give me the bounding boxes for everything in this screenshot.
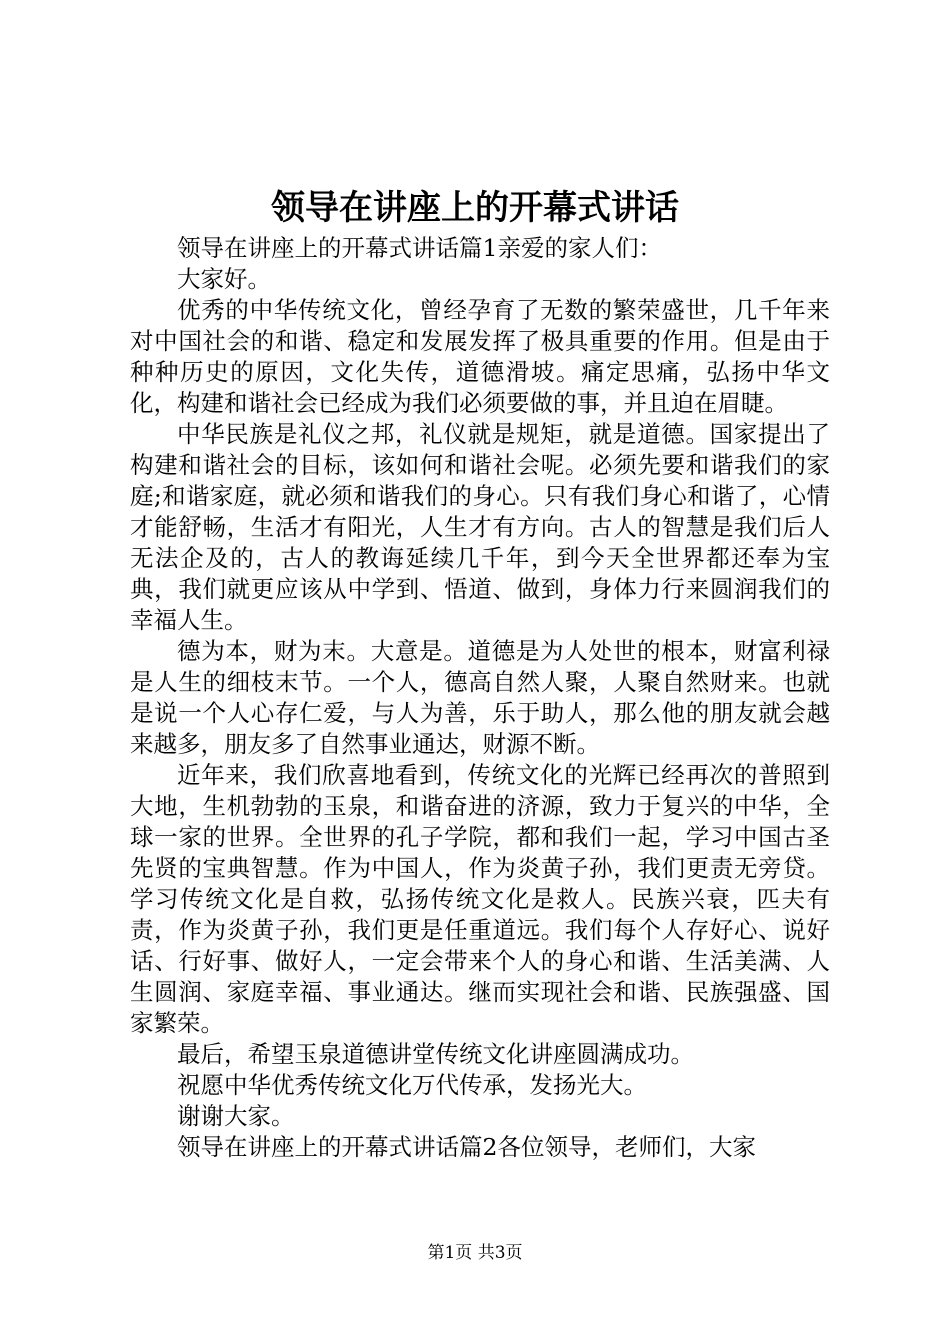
paragraph: 近年来，我们欣喜地看到，传统文化的光辉已经再次的普照到大地，生机勃勃的玉泉，和谐奋进的济源，致力于复兴的中华，全球一家的世界。全世界的孔子学院，都和我们一起，学习中国古圣先贤的宝典智慧。作为中国人，作为炎黄子孙，我们更责无旁贷。学习传统文化是自救，弘扬传统文化是救人。民族兴衰，匹夫有责，作为炎黄子孙，我们更是任重道远。我们每个人存好心、说好话、行好事、做好人，一定会带来个人的身心和谐、生活美满、人生圆润、家庭幸福、事业通达。继而实现社会和谐、民族强盛、国家繁荣。 bbox=[130, 761, 830, 1037]
paragraph: 优秀的中华传统文化，曾经孕育了无数的繁荣盛世，几千年来对中国社会的和谐、稳定和发展发挥了极具重要的作用。但是由于种种历史的原因，文化失传，道德滑坡。痛定思痛，弘扬中华文化，构建和谐社会已经成为我们必须要做的事，并且迫在眉睫。 bbox=[130, 296, 830, 417]
document-body bbox=[130, 233, 830, 1163]
paragraph: 中华民族是礼仪之邦，礼仪就是规矩，就是道德。国家提出了构建和谐社会的目标，该如何和谐社会呢。必须先要和谐我们的家庭;和谐家庭，就必须和谐我们的身心。只有我们身心和谐了，心情才能舒畅，生活才有阳光，人生才有方向。古人的智慧是我们后人无法企及的，古人的教诲延续几千年，到今天全世界都还奉为宝典，我们就更应该从中学到、悟道、做到，身体力行来圆润我们的幸福人生。 bbox=[130, 420, 830, 634]
paragraph: 大家好。 bbox=[177, 265, 271, 293]
paragraph: 领导在讲座上的开幕式讲话篇1亲爱的家人们： bbox=[177, 234, 662, 262]
paragraph: 领导在讲座上的开幕式讲话篇2各位领导，老师们，大家 bbox=[177, 1133, 756, 1161]
paragraph: 谢谢大家。 bbox=[177, 1102, 295, 1130]
page-footer: 第1页 共3页 bbox=[427, 1243, 523, 1263]
document-title: 领导在讲座上的开幕式讲话 bbox=[271, 188, 679, 228]
paragraph: 祝愿中华优秀传统文化万代传承，发扬光大。 bbox=[177, 1071, 647, 1099]
paragraph: 德为本，财为末。大意是。道德是为人处世的根本，财富利禄是人生的细枝末节。一个人，德高自然人聚，人聚自然财来。也就是说一个人心存仁爱，与人为善，乐于助人，那么他的朋友就会越来越多，朋友多了自然事业通达，财源不断。 bbox=[130, 637, 830, 758]
paragraph: 最后，希望玉泉道德讲堂传统文化讲座圆满成功。 bbox=[177, 1040, 694, 1068]
